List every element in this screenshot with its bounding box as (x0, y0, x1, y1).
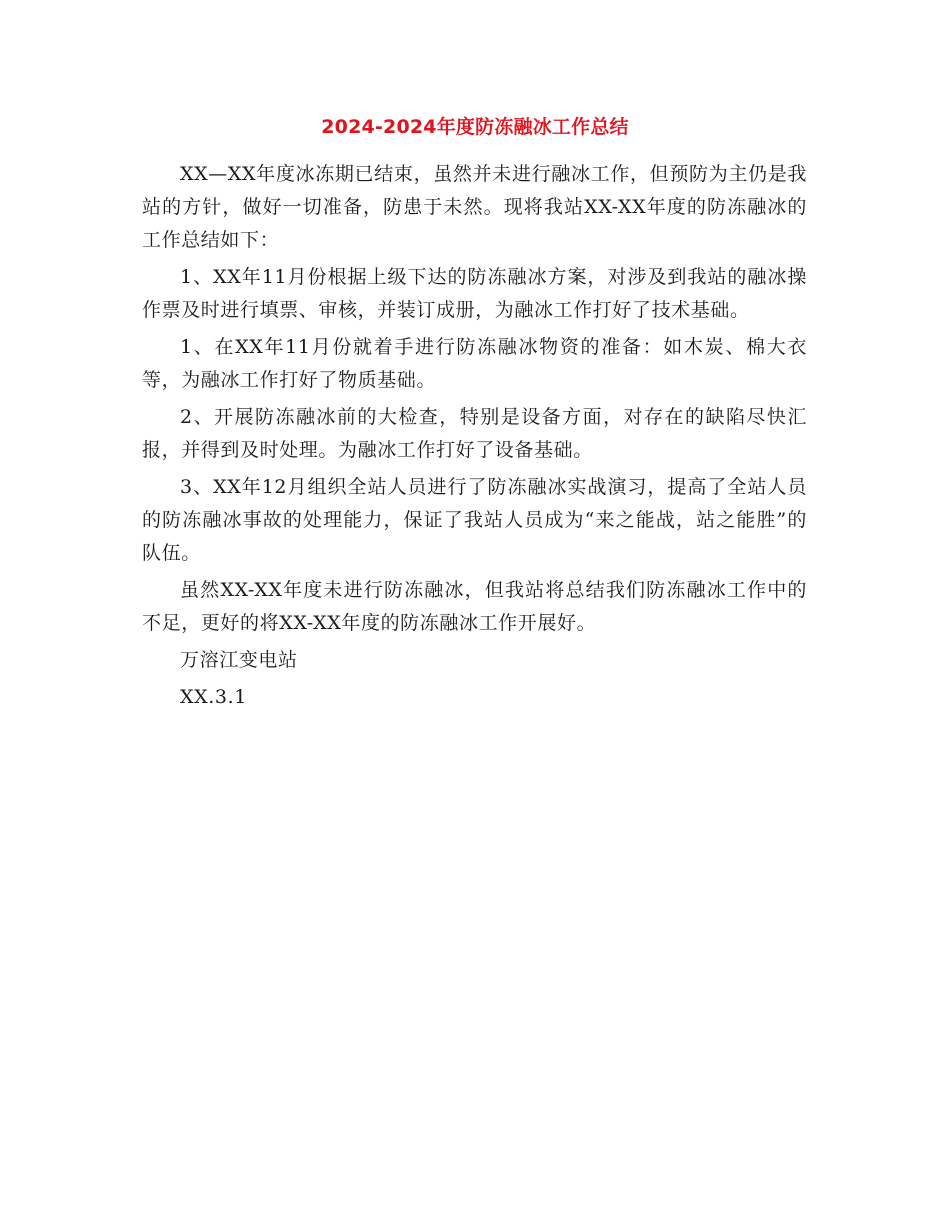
signature-organization: 万溶江变电站 (180, 649, 298, 671)
paragraph-item-2: 2、开展防冻融冰前的大检查，特别是设备方面，对存在的缺陷尽快汇报，并得到及时处理。为融冰工作打好了设备基础。 (142, 406, 807, 461)
signature-date: XX.3.1 (180, 686, 247, 708)
paragraph-item-1b: 1、在XX年11月份就着手进行防冻融冰物资的准备：如木炭、棉大衣等，为融冰工作打好了物质基础。 (142, 336, 807, 391)
paragraph-item-1a: 1、XX年11月份根据上级下达的防冻融冰方案，对涉及到我站的融冰操作票及时进行填票、审核，并装订成册，为融冰工作打好了技术基础。 (142, 266, 807, 321)
paragraph-intro: XX—XX年度冰冻期已结束，虽然并未进行融冰工作，但预防为主仍是我站的方针，做好一切准备，防患于未然。现将我站XX-XX年度的防冻融冰的工作总结如下： (142, 163, 807, 251)
paragraph-conclusion: 虽然XX-XX年度未进行防冻融冰，但我站将总结我们防冻融冰工作中的不足，更好的将XX-XX年度的防冻融冰工作开展好。 (142, 579, 807, 634)
document-body (142, 158, 807, 718)
document-title: 2024-2024年度防冻融冰工作总结 (321, 116, 629, 138)
paragraph-item-3: 3、XX年12月组织全站人员进行了防冻融冰实战演习，提高了全站人员的防冻融冰事故的处理能力，保证了我站人员成为“来之能战，站之能胜”的队伍。 (142, 476, 807, 564)
